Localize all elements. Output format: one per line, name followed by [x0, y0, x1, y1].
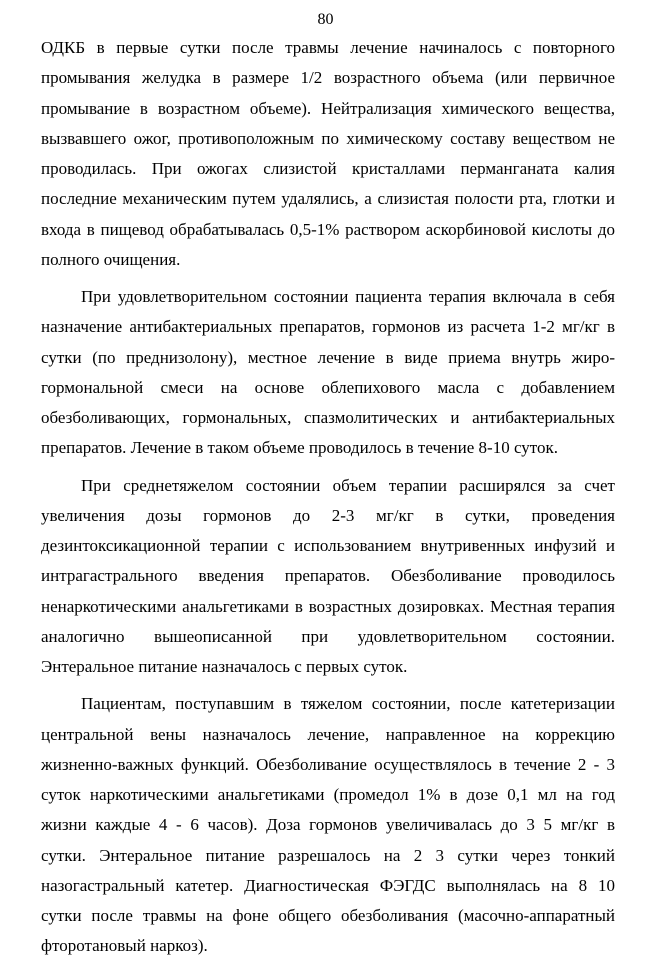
text-line: вызвавшего ожог, противоположным по химическому составу веществом не — [41, 128, 615, 148]
text-line: назначение антибактериальных препаратов, гормонов из расчета 1-2 мг/кг в — [41, 317, 615, 337]
text-line: обезболивающих, гормональных, спазмолитических и антибактериальных — [41, 408, 615, 427]
text-line: промывание в возрастном объеме). Нейтрализация химического вещества, — [41, 98, 615, 118]
text-line: фторотановый наркоз). — [41, 936, 208, 956]
text-line: ненаркотическими анальгетиками в возрастных дозировках. Местная терапия — [41, 596, 615, 616]
text-line: сутки. Энтеральное питание разрешалось на 2 3 сутки через тонкий — [41, 845, 615, 865]
text-line: Энтеральное питание назначалось с первых суток. — [41, 657, 408, 676]
paragraph-2 — [41, 282, 615, 464]
text-line: суток наркотическими анальгетиками (промедол 1% в дозе 0,1 мл на год — [41, 785, 615, 804]
text-line: гормональной смеси на основе облепихового масла с добавлением — [41, 377, 615, 397]
text-line: увеличения дозы гормонов до 2-3 мг/кг в сутки, проведения — [41, 505, 615, 525]
text-line: дезинтоксикационной терапии с использованием внутривенных инфузий и — [41, 536, 615, 555]
paragraph-gap — [41, 682, 615, 689]
text-line: препаратов. Лечение в таком объеме проводилось в течение 8-10 суток. — [41, 438, 558, 458]
text-line: входа в пищевод обрабатывалась 0,5-1% раствором аскорбиновой кислоты до — [41, 219, 615, 239]
text-line: интрагастрального введения препаратов. Обезболивание проводилось — [41, 566, 615, 586]
text-line: назогастральный катетер. Диагностическая ФЭГДС выполнялась на 8 10 — [41, 875, 615, 895]
text-line: аналогично вышеописанной при удовлетворительном состоянии. — [41, 626, 615, 646]
text-line: промывания желудка в размере 1/2 возрастного объема (или первичное — [41, 68, 615, 88]
text-line: проводилась. При ожогах слизистой кристаллами перманганата калия — [41, 159, 615, 178]
text-line: При удовлетворительном состоянии пациента терапия включала в себя — [81, 287, 615, 306]
text-line: жизни каждые 4 - 6 часов). Доза гормонов увеличивалась до 3 5 мг/кг в — [41, 815, 615, 835]
text-line: полного очищения. — [41, 249, 181, 269]
text-line: центральной вены назначалось лечение, направленное на коррекцию — [41, 724, 615, 744]
paragraph-4 — [41, 689, 615, 961]
paragraph-gap — [41, 464, 615, 471]
text-line: последние механическим путем удалялись, а слизистая полости рта, глотки и — [41, 189, 615, 209]
text-line: жизненно-важных функций. Обезболивание осуществлялось в течение 2 - 3 — [41, 754, 615, 774]
paragraph-3 — [41, 471, 615, 683]
text-line: При среднетяжелом состоянии объем терапии расширялся за счет — [81, 475, 615, 495]
text-line: Пациентам, поступавшим в тяжелом состоянии, после катетеризации — [81, 694, 615, 714]
page-number: 80 — [317, 11, 334, 28]
paragraph-1 — [41, 33, 615, 275]
text-line: ОДКБ в первые сутки после травмы лечение начиналось с повторного — [41, 38, 615, 57]
body-text — [41, 33, 615, 962]
text-line: сутки (по преднизолону), местное лечение в виде приема внутрь жиро- — [41, 347, 615, 367]
paragraph-gap — [41, 275, 615, 282]
text-line: сутки после травмы на фоне общего обезболивания (масочно-аппаратный — [41, 906, 615, 925]
